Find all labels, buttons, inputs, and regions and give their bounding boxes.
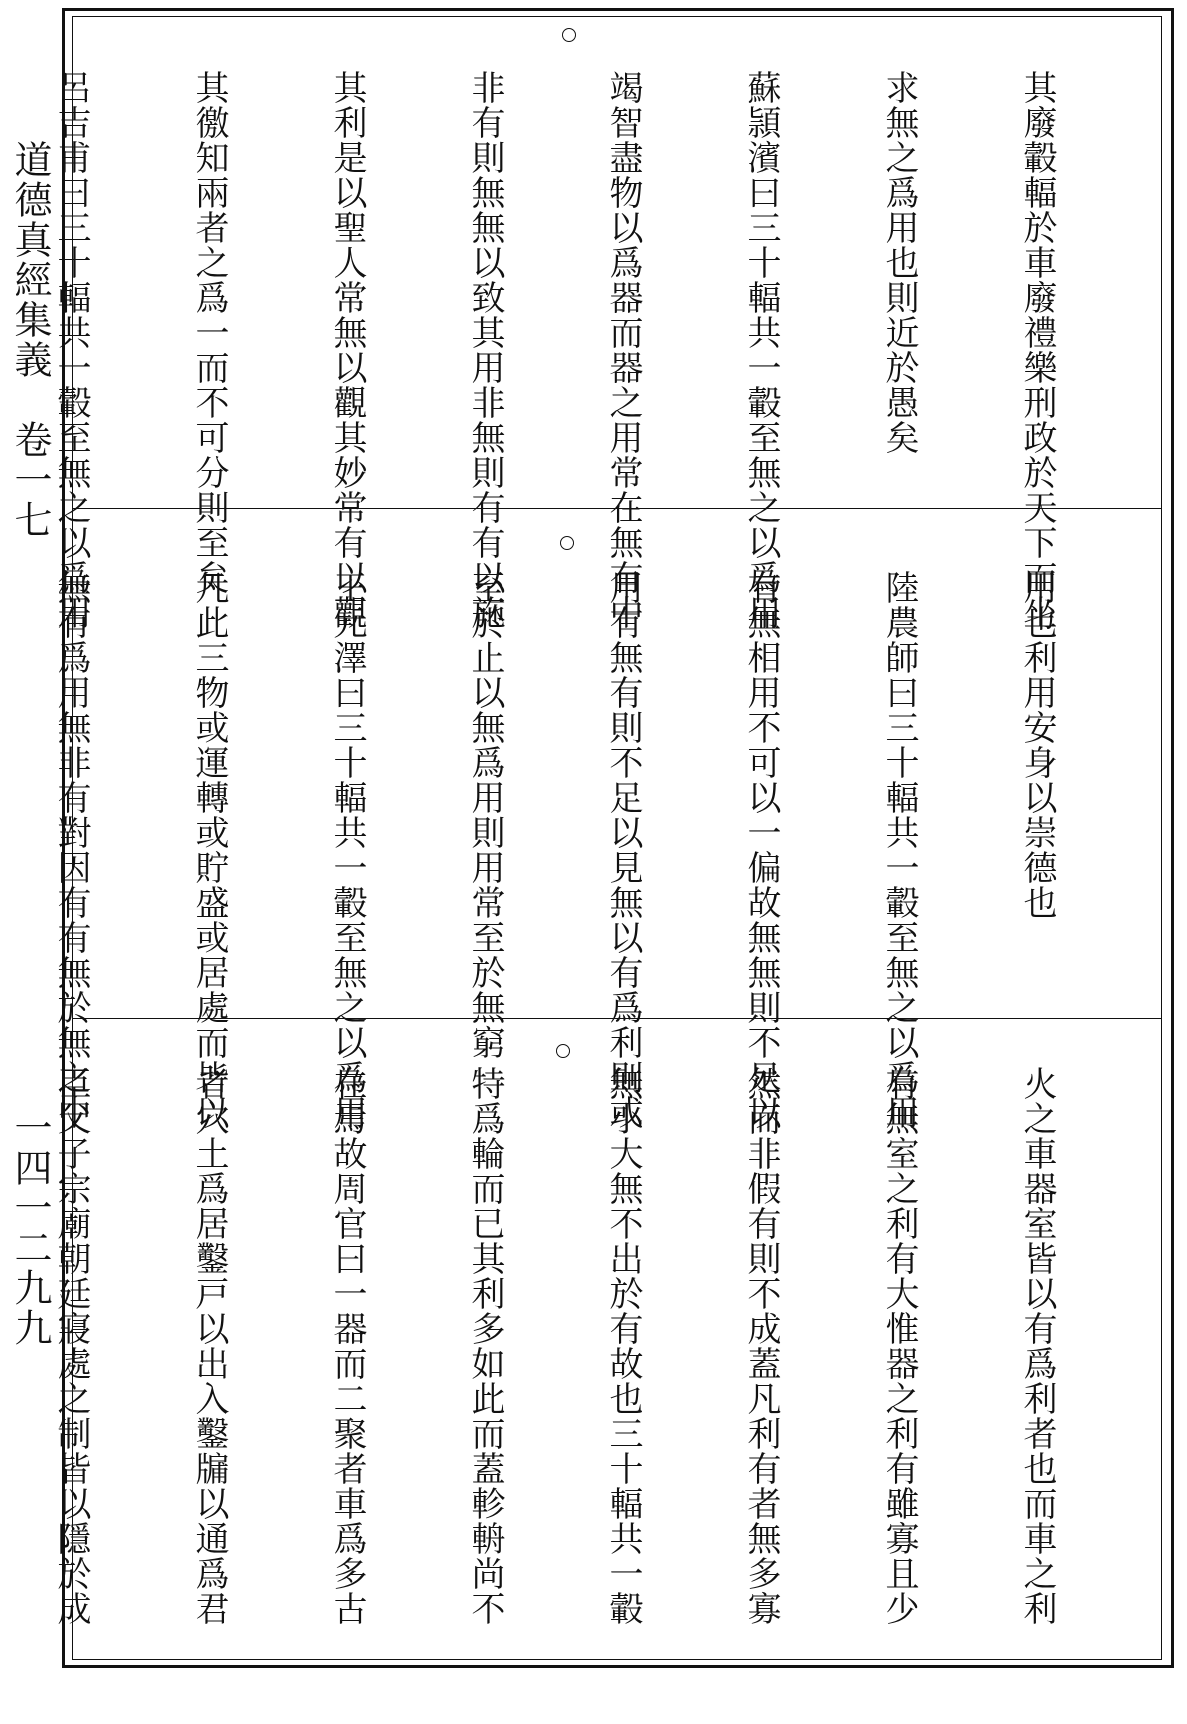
text-column: 王元澤曰三十輻共一轂至無之以爲用 (327, 570, 367, 1130)
text-column: 無有爲用無非有對因有有無於無之中 (51, 570, 91, 1130)
text-column: 用有無有則不足以見無以有爲利則或 (603, 570, 643, 1130)
text-column: 非有則無無以致其用非無則有有以施 (465, 70, 505, 630)
text-column: 其廢轂輻於車廢禮樂刑政於天下而坐 (1017, 70, 1057, 630)
circle-mark-icon (556, 1044, 570, 1058)
text-column: 其徼知兩者之爲一而不可分則至矣 (189, 70, 229, 595)
text-panel-middle (51, 570, 1152, 1130)
text-column: 求無之爲用也則近於愚矣 (879, 70, 919, 455)
circle-mark-icon (560, 536, 574, 550)
text-column: 者穴土爲居鑿戸以出入鑿牖以通爲君 (189, 1066, 229, 1626)
page-number-margin: 一四一二九九 (8, 1108, 52, 1348)
text-column: 有無相用不可以一偏故無無則不足以 (741, 570, 781, 1130)
text-column: 臣父子宗廟朝廷寢處之制皆以隱於成 (51, 1066, 91, 1626)
text-column: 陸農師曰三十輻共一轂至無之以爲用 (879, 570, 919, 1130)
text-panel-bottom (51, 1066, 1152, 1646)
book-title-margin: 道德真經集義 卷一七 (8, 140, 52, 540)
text-column: 然而非假有則不成蓋凡利有者無多寡 (741, 1066, 781, 1626)
text-column: 用也利用安身以崇德也 (1017, 570, 1057, 920)
text-panel-top (51, 70, 1152, 630)
text-column: 有無室之利有大惟器之利有雖寡且少 (879, 1066, 919, 1626)
text-column: 呂吉甫曰三十輻共一轂至無之以爲用 (51, 70, 91, 630)
text-column: 竭智盡物以爲器而器之用常在無有中 (603, 70, 643, 630)
text-column: 蘇頴濱曰三十輻共一轂至無之以爲用 (741, 70, 781, 630)
text-column: 火之車器室皆以有爲利者也而車之利 (1017, 1066, 1057, 1626)
text-column: 特爲輪而已其利多如此而蓋軫輈尚不 (465, 1066, 505, 1626)
text-column: 無小大無不出於有故也三十輻共一轂 (603, 1066, 643, 1626)
text-column: 其利是以聖人常無以觀其妙常有以觀 (327, 70, 367, 630)
circle-mark-icon (562, 28, 576, 42)
text-column: 凡此三物或運轉或貯盛或居處而皆以 (189, 570, 229, 1130)
text-column: 在焉故周官曰一器而二聚者車爲多古 (327, 1066, 367, 1626)
text-column: 至於止以無爲用則用常至於無窮 (465, 570, 505, 1060)
